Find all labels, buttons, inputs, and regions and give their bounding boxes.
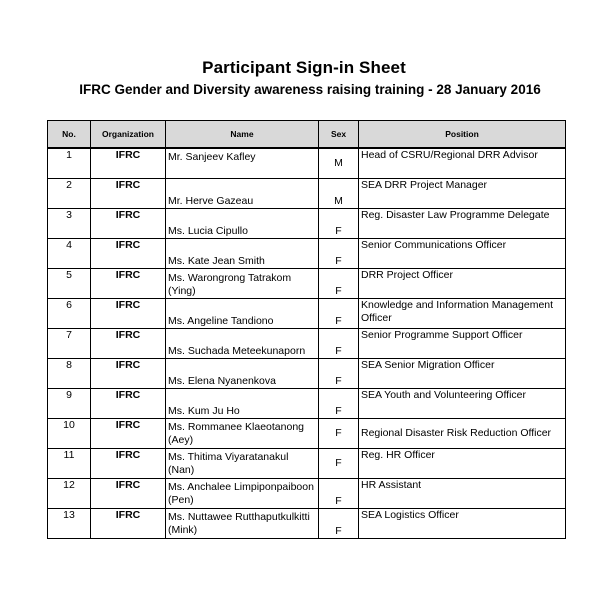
- cell-organization: IFRC: [91, 178, 166, 208]
- cell-position: SEA Youth and Volunteering Officer: [359, 388, 566, 418]
- cell-sex: F: [319, 448, 359, 478]
- cell-organization: IFRC: [91, 208, 166, 238]
- table-row: [48, 178, 566, 208]
- cell-position: Head of CSRU/Regional DRR Advisor: [359, 148, 566, 178]
- cell-position: Senior Programme Support Officer: [359, 328, 566, 358]
- table-row: [48, 328, 566, 358]
- cell-no: 8: [48, 358, 91, 388]
- cell-sex: M: [319, 178, 359, 208]
- cell-name: Ms. Angeline Tandiono: [166, 298, 319, 328]
- cell-no: 7: [48, 328, 91, 358]
- cell-organization: IFRC: [91, 508, 166, 538]
- cell-name: Ms. Thitima Viyaratanakul (Nan): [166, 448, 319, 478]
- cell-sex: F: [319, 298, 359, 328]
- cell-sex: F: [319, 418, 359, 448]
- table-row: [48, 208, 566, 238]
- cell-position: SEA Senior Migration Officer: [359, 358, 566, 388]
- cell-sex: F: [319, 208, 359, 238]
- cell-position: Reg. Disaster Law Programme Delegate: [359, 208, 566, 238]
- cell-no: 1: [48, 148, 91, 178]
- cell-sex: F: [319, 358, 359, 388]
- table-row: [48, 268, 566, 298]
- table-row: [48, 238, 566, 268]
- cell-sex: F: [319, 328, 359, 358]
- page-subtitle: IFRC Gender and Diversity awareness raising training - 28 January 2016: [79, 82, 541, 97]
- cell-no: 5: [48, 268, 91, 298]
- table-row: [48, 298, 566, 328]
- cell-sex: F: [319, 478, 359, 508]
- table-row: [48, 448, 566, 478]
- cell-no: 11: [48, 448, 91, 478]
- header-name: Name: [166, 121, 319, 149]
- cell-organization: IFRC: [91, 358, 166, 388]
- cell-position: Senior Communications Officer: [359, 238, 566, 268]
- cell-sex: F: [319, 508, 359, 538]
- cell-sex: F: [319, 238, 359, 268]
- cell-organization: IFRC: [91, 448, 166, 478]
- cell-position: SEA DRR Project Manager: [359, 178, 566, 208]
- table-row: [48, 478, 566, 508]
- cell-organization: IFRC: [91, 238, 166, 268]
- cell-sex: F: [319, 388, 359, 418]
- cell-no: 10: [48, 418, 91, 448]
- table-row: [48, 358, 566, 388]
- cell-no: 9: [48, 388, 91, 418]
- cell-organization: IFRC: [91, 478, 166, 508]
- cell-no: 12: [48, 478, 91, 508]
- cell-no: 13: [48, 508, 91, 538]
- cell-name: Ms. Nuttawee Rutthaputkulkitti (Mink): [166, 508, 319, 538]
- table-row: [48, 508, 566, 538]
- cell-position: SEA Logistics Officer: [359, 508, 566, 538]
- cell-name: Mr. Sanjeev Kafley: [166, 148, 319, 178]
- header-no: No.: [48, 121, 91, 149]
- cell-name: Ms. Anchalee Limpiponpaiboon (Pen): [166, 478, 319, 508]
- header-organization: Organization: [91, 121, 166, 149]
- cell-organization: IFRC: [91, 418, 166, 448]
- cell-no: 2: [48, 178, 91, 208]
- header-position: Position: [359, 121, 566, 149]
- header-sex: Sex: [319, 121, 359, 149]
- cell-no: 3: [48, 208, 91, 238]
- cell-no: 6: [48, 298, 91, 328]
- cell-sex: M: [319, 148, 359, 178]
- cell-organization: IFRC: [91, 298, 166, 328]
- cell-position: HR Assistant: [359, 478, 566, 508]
- cell-name: Ms. Warongrong Tatrakom (Ying): [166, 268, 319, 298]
- table-row: [48, 418, 566, 448]
- cell-name: Ms. Rommanee Klaeotanong (Aey): [166, 418, 319, 448]
- cell-organization: IFRC: [91, 328, 166, 358]
- cell-organization: IFRC: [91, 148, 166, 178]
- cell-sex: F: [319, 268, 359, 298]
- cell-position: Regional Disaster Risk Reduction Officer: [359, 418, 566, 448]
- page-title: Participant Sign-in Sheet: [202, 58, 406, 77]
- cell-position: Reg. HR Officer: [359, 448, 566, 478]
- cell-name: Ms. Kate Jean Smith: [166, 238, 319, 268]
- cell-position: Knowledge and Information Management Officer: [359, 298, 566, 328]
- cell-name: Ms. Kum Ju Ho: [166, 388, 319, 418]
- cell-name: Ms. Lucia Cipullo: [166, 208, 319, 238]
- cell-name: Mr. Herve Gazeau: [166, 178, 319, 208]
- table-row: [48, 148, 566, 178]
- cell-organization: IFRC: [91, 388, 166, 418]
- cell-name: Ms. Suchada Meteekunaporn: [166, 328, 319, 358]
- cell-position: DRR Project Officer: [359, 268, 566, 298]
- cell-no: 4: [48, 238, 91, 268]
- cell-name: Ms. Elena Nyanenkova: [166, 358, 319, 388]
- table-header-row: [48, 121, 566, 149]
- table-row: [48, 388, 566, 418]
- cell-organization: IFRC: [91, 268, 166, 298]
- sign-in-table: [47, 120, 566, 539]
